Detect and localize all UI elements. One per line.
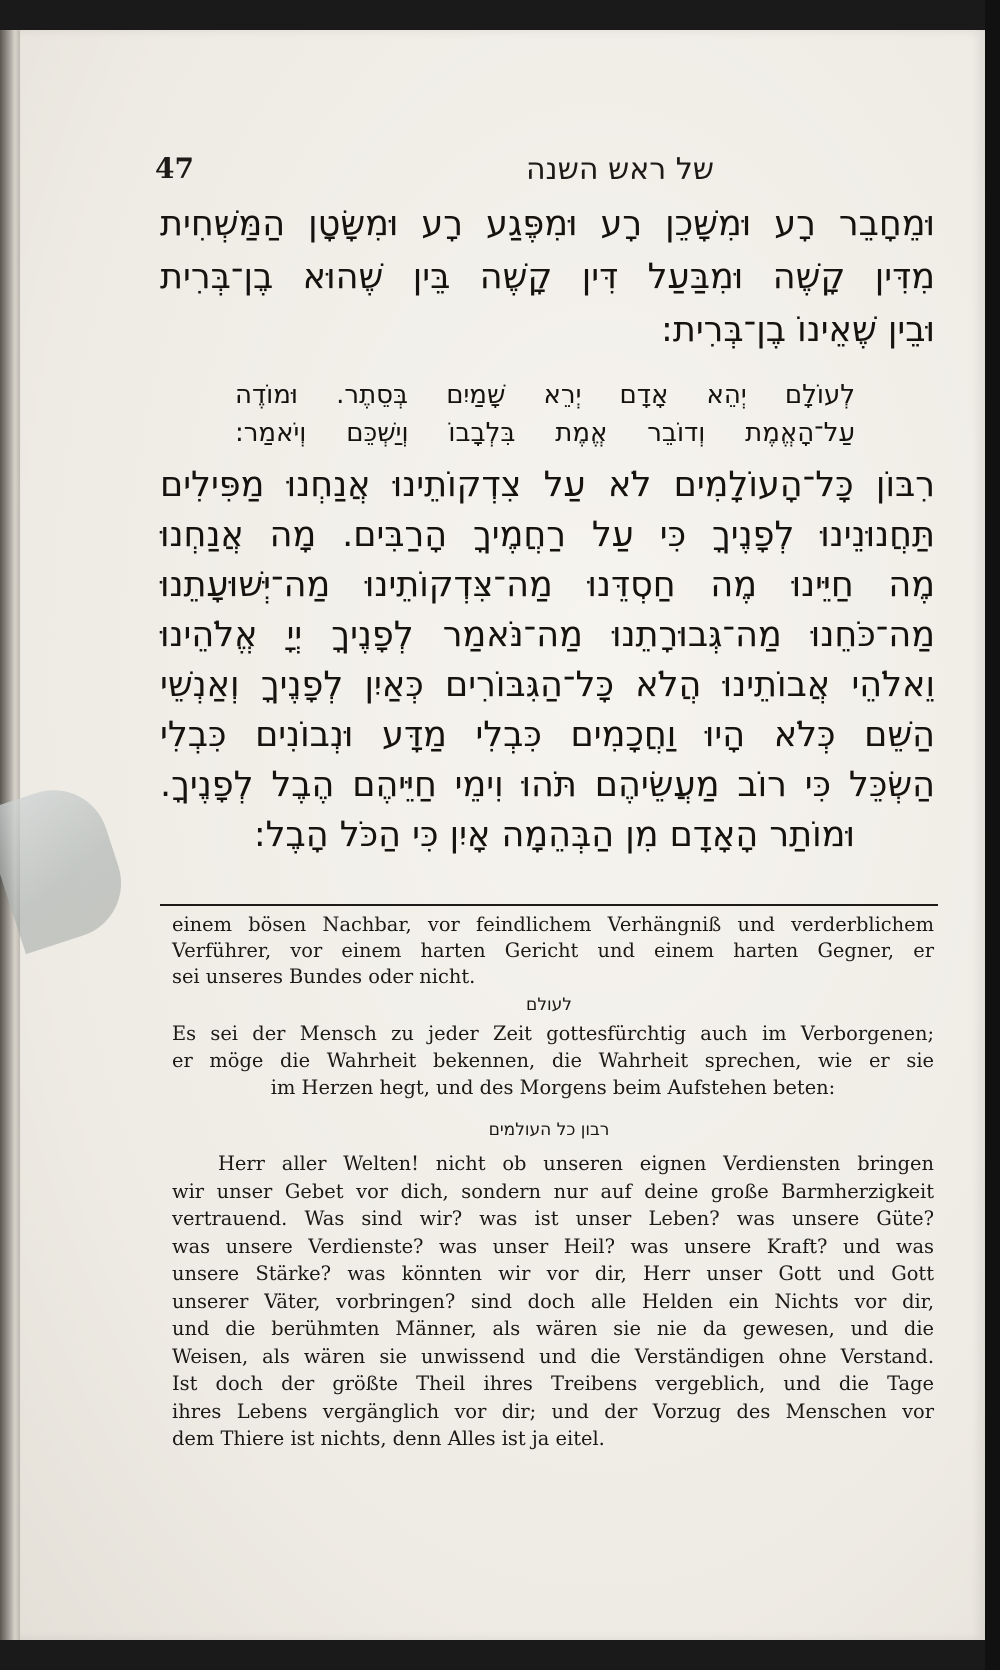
hebrew-line: מִדִּין קָשֶׁה וּמִבַּעַל דִּין קָשֶׁה בֵּין שֶׁהוּא בֶן־בְּרִית <box>160 257 935 297</box>
german-line: sei unseres Bundes oder nicht. <box>172 965 476 988</box>
hebrew-line: וּבֵין שֶׁאֵינוֹ בֶן־בְּרִית: <box>661 310 935 350</box>
section-label-leolam: לעולם <box>526 995 572 1015</box>
hebrew-paragraph-3 <box>160 460 935 860</box>
german-line: Weisen, als wären sie unwissend und die Verständigen ohne Verstand. <box>172 1344 934 1368</box>
german-line: unsere Stärke? was könnten wir vor dir, Herr unser Gott und Gott <box>172 1262 934 1285</box>
german-paragraph-1 <box>172 912 934 990</box>
german-line: Ist doch der größte Theil ihres Treibens vergeblich, und die Tage <box>172 1372 934 1395</box>
hebrew-line: הַשְׂכֵּל כִּי רוֹב מַעֲשֵׂיהֶם תֹּהוּ וִימֵי חַיֵּיהֶם הֶבֶל לְפָנֶיךָ. <box>160 765 935 805</box>
german-line: Herr aller Welten! nicht ob unseren eignen Verdiensten bringen <box>218 1152 934 1175</box>
german-line: was unsere Verdienste? was unser Heil? was unsere Kraft? und was <box>172 1234 934 1258</box>
section-label-ribon: רבון כל העולמים <box>488 1120 610 1140</box>
hebrew-line: וּמוֹתַר הָאָדָם מִן הַבְּהֵמָה אָיִן כִּי הַכֹּל הָבֶל: <box>253 815 855 855</box>
german-line: und die berühmten Männer, als wären sie nie da gewesen, und die <box>172 1317 934 1340</box>
hebrew-line: עַל־הָאֱמֶת וְדוֹבֵר אֱמֶת בִּלְבָבוֹ וְיַשְׁכֵּם וְיֹאמַר: <box>235 418 855 448</box>
dark-border <box>985 0 1000 1670</box>
page-number: 47 <box>155 152 194 185</box>
hebrew-line: מַה־כֹּחֵנוּ מַה־גְּבוּרָתֵנוּ מַה־נֹּאמַר לְפָנֶיךָ יְיָ אֱלֹהֵינוּ <box>160 615 935 655</box>
german-paragraph-3 <box>172 1150 934 1453</box>
hebrew-line: הַשֵּׁם כְּלֹא הָיוּ וַחֲכָמִים כִּבְלִי מַדָּע וּנְבוֹנִים כִּבְלִי <box>160 715 935 755</box>
german-line: unserer Väter, vorbringen? sind doch alle Helden ein Nichts vor dir, <box>172 1289 934 1313</box>
german-line: er möge die Wahrheit bekennen, die Wahrheit sprechen, wie er sie <box>172 1049 934 1072</box>
running-title: של ראש השנה <box>525 152 715 187</box>
divider-rule <box>160 904 938 906</box>
hebrew-line: וֵאלֹהֵי אֲבוֹתֵינוּ הֲלֹא כָּל־הַגִּבּוֹרִים כְּאַיִן לְפָנֶיךָ וְאַנְשֵׁי <box>160 665 935 705</box>
german-paragraph-2 <box>172 1020 934 1101</box>
german-line: Verführer, vor einem harten Gericht und einem harten Gegner, er <box>172 939 934 962</box>
hebrew-line: רִבּוֹן כָּל־הָעוֹלָמִים לֹא עַל צִדְקוֹתֵינוּ אֲנַחְנוּ מַפִּילִים <box>160 465 935 505</box>
hebrew-line: לְעוֹלָם יְהֵא אָדָם יְרֵא שָׁמַיִם בְּסֵתֶר. וּמוֹדֶה <box>235 380 855 410</box>
german-line: dem Thiere ist nichts, denn Alles ist ja eitel. <box>172 1427 605 1450</box>
german-line: ihres Lebens vergänglich vor dir; und der Vorzug des Menschen vor <box>172 1399 934 1423</box>
german-line: wir unser Gebet vor dich, sondern nur auf deine große Barmherzigkeit <box>172 1179 934 1203</box>
hebrew-paragraph-1 <box>160 198 935 357</box>
german-line: Es sei der Mensch zu jeder Zeit gottesfürchtig auch im Verborgenen; <box>172 1022 934 1045</box>
hebrew-line: מֶה חַיֵּינוּ מֶה חַסְדֵּנוּ מַה־צִּדְקוֹתֵינוּ מַה־יְּשׁוּעָתֵנוּ <box>160 565 935 605</box>
page-header <box>155 152 935 198</box>
hebrew-paragraph-2 <box>235 376 855 452</box>
hebrew-line: וּמֵחָבֵר רָע וּמִשָּׁכֵן רָע וּמִפֶּגַע רָע וּמִשָּׂטָן הַמַּשְׁחִית <box>160 204 935 244</box>
german-line: einem bösen Nachbar, vor feindlichem Verhängniß und verderblichem <box>172 913 934 936</box>
german-line: vertrauend. Was sind wir? was ist unser Leben? was unsere Güte? <box>172 1207 934 1230</box>
german-line: im Herzen hegt, und des Morgens beim Aufstehen beten: <box>270 1076 836 1099</box>
hebrew-line: תַּחֲנוּנֵינוּ לְפָנֶיךָ כִּי עַל רַחֲמֶיךָ הָרַבִּים. מָה אֲנַחְנוּ <box>160 515 935 555</box>
